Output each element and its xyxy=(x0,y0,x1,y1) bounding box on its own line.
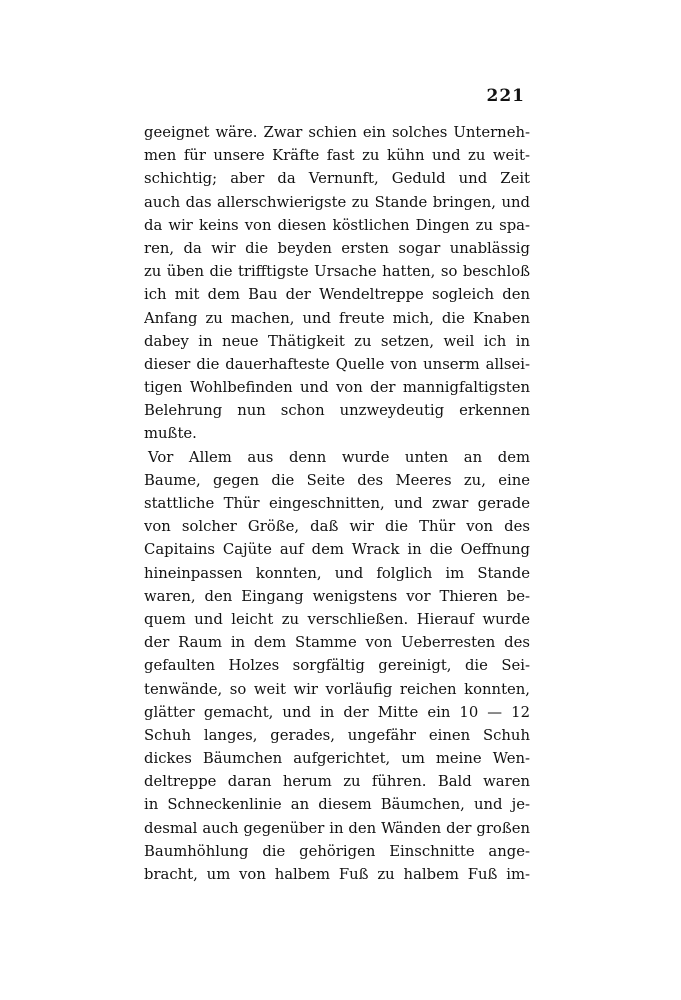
text-line: hineinpassen konnten, und folglich im Stande xyxy=(144,564,530,582)
text-line: geeignet wäre. Zwar schien ein solches Unterneh- xyxy=(144,124,530,141)
text-line: Vor Allem aus denn wurde unten an dem xyxy=(148,448,530,466)
body-text xyxy=(144,121,530,886)
text-line: da wir keins von diesen köstlichen Dingen zu spa- xyxy=(144,216,530,234)
text-line: bracht, um von halbem Fuß zu halbem Fuß im- xyxy=(144,866,530,883)
text-line: mußte. xyxy=(144,425,197,443)
text-line: desmal auch gegenüber in den Wänden der großen xyxy=(144,819,530,837)
text-line: von solcher Größe, daß wir die Thür von des xyxy=(144,518,530,536)
text-line: gefaulten Holzes sorgfältig gereinigt, die Sei- xyxy=(144,657,530,675)
text-line: Baumhöhlung die gehörigen Einschnitte ange- xyxy=(144,842,530,860)
text-line: dickes Bäumchen aufgerichtet, um meine Wen- xyxy=(144,750,530,768)
page-number: 221 xyxy=(486,86,525,106)
text-line: zu üben die trifftigste Ursache hatten, so beschloß xyxy=(144,263,530,281)
text-line: tigen Wohlbefinden und von der mannigfaltigsten xyxy=(144,379,530,397)
text-line: Baume, gegen die Seite des Meeres zu, eine xyxy=(144,471,530,489)
text-line: Belehrung nun schon unzweydeutig erkennen xyxy=(144,402,530,420)
text-line: Schuh langes, gerades, ungefähr einen Schuh xyxy=(144,726,530,744)
text-line: dabey in neue Thätigkeit zu setzen, weil ich in xyxy=(144,332,530,350)
text-line: dieser die dauerhafteste Quelle von unserm allsei- xyxy=(144,355,530,373)
text-line: schichtig; aber da Vernunft, Geduld und Zeit xyxy=(144,170,530,188)
text-line: tenwände, so weit wir vorläufig reichen konnten, xyxy=(144,680,530,698)
text-line: auch das allerschwierigste zu Stande bringen, und xyxy=(144,193,530,211)
text-line: stattliche Thür eingeschnitten, und zwar gerade xyxy=(144,495,530,512)
text-line: glätter gemacht, und in der Mitte ein 10 — 12 xyxy=(144,703,530,721)
text-line: Capitains Cajüte auf dem Wrack in die Oeffnung xyxy=(144,541,530,559)
text-line: waren, den Eingang wenigstens vor Thieren be- xyxy=(144,587,530,605)
text-line: der Raum in dem Stamme von Ueberresten des xyxy=(144,634,530,652)
text-line: in Schneckenlinie an diesem Bäumchen, und je- xyxy=(144,796,530,814)
text-line: men für unsere Kräfte fast zu kühn und zu weit- xyxy=(144,147,530,165)
text-line: deltreppe daran herum zu führen. Bald waren xyxy=(144,773,530,791)
text-line: ich mit dem Bau der Wendeltreppe sogleich den xyxy=(144,286,530,304)
text-line: ren, da wir die beyden ersten sogar unablässig xyxy=(144,239,530,257)
text-line: Anfang zu machen, und freute mich, die Knaben xyxy=(144,309,530,327)
text-line: quem und leicht zu verschließen. Hierauf wurde xyxy=(144,610,530,628)
